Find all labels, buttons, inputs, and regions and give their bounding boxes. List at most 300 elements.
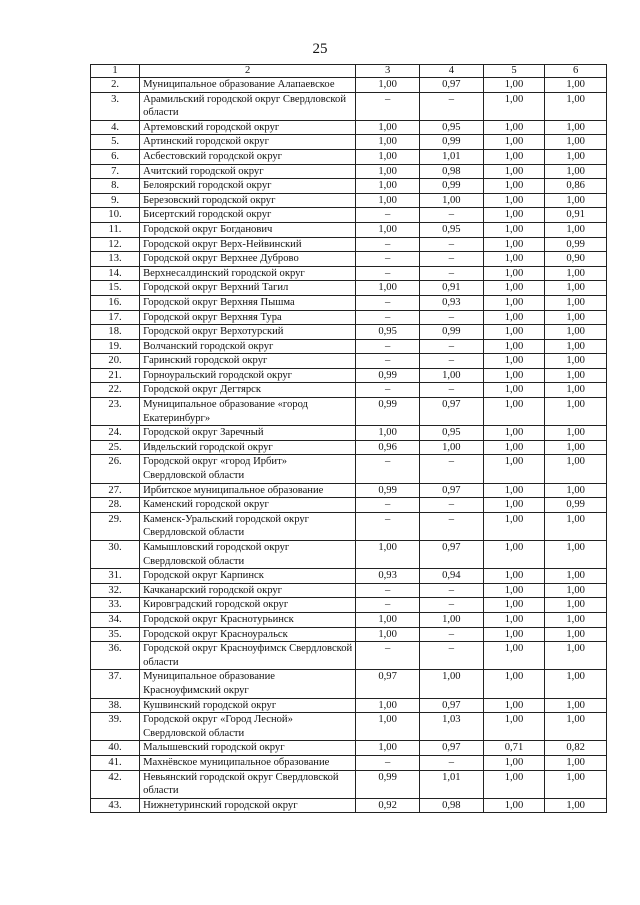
municipality-name-cell: Городской округ Верх-Нейвинский [140,237,356,252]
value-cell-col6: 1,00 [545,120,607,135]
value-cell-col4: 0,99 [419,179,483,194]
value-cell-col6: 1,00 [545,339,607,354]
municipality-name-cell: Кировградский городской округ [140,598,356,613]
value-cell-col4: 1,01 [419,770,483,798]
value-cell-col6: 1,00 [545,310,607,325]
value-cell-col4: 0,97 [419,541,483,569]
table-row [91,498,607,513]
value-cell-col6: 1,00 [545,398,607,426]
table-row [91,755,607,770]
value-cell-col6: 1,00 [545,325,607,340]
municipality-name-cell: Каменск-Уральский городской округ Свердловской области [140,512,356,540]
value-cell-col5: 1,00 [483,149,545,164]
value-cell-col3: – [356,339,420,354]
value-cell-col6: 1,00 [545,598,607,613]
value-cell-col4: – [419,310,483,325]
table-row [91,569,607,584]
table-row [91,252,607,267]
table-row [91,770,607,798]
value-cell-col4: – [419,237,483,252]
value-cell-col4: 0,93 [419,295,483,310]
value-cell-col4: 1,01 [419,149,483,164]
value-cell-col6: 1,00 [545,383,607,398]
value-cell-col6: 1,00 [545,642,607,670]
value-cell-col6: 1,00 [545,266,607,281]
municipality-name-cell: Гаринский городской округ [140,354,356,369]
value-cell-col3: 0,99 [356,398,420,426]
value-cell-col6: 1,00 [545,426,607,441]
value-cell-col5: 1,00 [483,498,545,513]
table-row [91,440,607,455]
value-cell-col5: 1,00 [483,512,545,540]
value-cell-col3: 1,00 [356,741,420,756]
table-row [91,78,607,93]
value-cell-col4: 0,98 [419,798,483,813]
value-cell-col4: – [419,755,483,770]
value-cell-col6: 0,91 [545,208,607,223]
value-cell-col5: 1,00 [483,237,545,252]
value-cell-col3: – [356,208,420,223]
municipality-name-cell: Качканарский городской округ [140,583,356,598]
value-cell-col6: 1,00 [545,455,607,483]
municipality-name-cell: Муниципальное образование Красноуфимский округ [140,670,356,698]
municipality-name-cell: Городской округ Карпинск [140,569,356,584]
value-cell-col5: 1,00 [483,368,545,383]
table-row [91,164,607,179]
value-cell-col6: 0,82 [545,741,607,756]
value-cell-col4: 0,99 [419,325,483,340]
value-cell-col3: – [356,354,420,369]
row-number-cell: 29. [91,512,140,540]
municipality-name-cell: Камышловский городской округ Свердловской области [140,541,356,569]
row-number-cell: 5. [91,135,140,150]
table-row [91,598,607,613]
row-number-cell: 33. [91,598,140,613]
table-row [91,741,607,756]
table-row [91,670,607,698]
row-number-cell: 12. [91,237,140,252]
row-number-cell: 17. [91,310,140,325]
value-cell-col3: – [356,498,420,513]
value-cell-col5: 1,00 [483,339,545,354]
row-number-cell: 11. [91,222,140,237]
value-cell-col4: – [419,498,483,513]
value-cell-col4: – [419,512,483,540]
table-row [91,698,607,713]
table-row [91,354,607,369]
municipality-name-cell: Городской округ Красноуфимск Свердловской области [140,642,356,670]
value-cell-col6: 1,00 [545,569,607,584]
row-number-cell: 14. [91,266,140,281]
table-row [91,310,607,325]
value-cell-col5: 1,00 [483,179,545,194]
value-cell-col4: 0,97 [419,698,483,713]
value-cell-col6: 1,00 [545,670,607,698]
value-cell-col4: 1,00 [419,670,483,698]
municipality-name-cell: Горноуральский городской округ [140,368,356,383]
value-cell-col5: 1,00 [483,354,545,369]
row-number-cell: 24. [91,426,140,441]
value-cell-col5: 1,00 [483,78,545,93]
value-cell-col3: 1,00 [356,612,420,627]
value-cell-col5: 1,00 [483,383,545,398]
municipality-name-cell: Артинский городской округ [140,135,356,150]
value-cell-col6: 1,00 [545,222,607,237]
value-cell-col4: – [419,642,483,670]
row-number-cell: 37. [91,670,140,698]
value-cell-col4: – [419,252,483,267]
table-header-row [91,65,607,78]
table-row [91,339,607,354]
municipality-name-cell: Городской округ Заречный [140,426,356,441]
value-cell-col4: 1,00 [419,440,483,455]
municipality-name-cell: Городской округ Верхний Тагил [140,281,356,296]
value-cell-col3: – [356,237,420,252]
value-cell-col5: 1,00 [483,440,545,455]
value-cell-col5: 1,00 [483,455,545,483]
row-number-cell: 22. [91,383,140,398]
value-cell-col4: – [419,339,483,354]
row-number-cell: 32. [91,583,140,598]
municipality-name-cell: Артемовский городской округ [140,120,356,135]
value-cell-col6: 1,00 [545,78,607,93]
row-number-cell: 28. [91,498,140,513]
value-cell-col6: 1,00 [545,281,607,296]
row-number-cell: 26. [91,455,140,483]
table-body [91,78,607,813]
value-cell-col6: 1,00 [545,354,607,369]
table-row [91,612,607,627]
row-number-cell: 9. [91,193,140,208]
value-cell-col4: 1,00 [419,193,483,208]
value-cell-col4: – [419,383,483,398]
value-cell-col6: 0,99 [545,237,607,252]
table-row [91,325,607,340]
value-cell-col4: 0,91 [419,281,483,296]
municipality-name-cell: Березовский городской округ [140,193,356,208]
value-cell-col4: – [419,266,483,281]
table-row [91,281,607,296]
value-cell-col5: 1,00 [483,583,545,598]
value-cell-col3: 1,00 [356,120,420,135]
table-row [91,295,607,310]
value-cell-col4: 1,03 [419,713,483,741]
row-number-cell: 23. [91,398,140,426]
municipality-name-cell: Городской округ Дегтярск [140,383,356,398]
value-cell-col3: 0,99 [356,770,420,798]
municipality-name-cell: Ачитский городской округ [140,164,356,179]
table-row [91,483,607,498]
value-cell-col3: 1,00 [356,135,420,150]
value-cell-col6: 1,00 [545,698,607,713]
row-number-cell: 35. [91,627,140,642]
table-row [91,92,607,120]
value-cell-col3: – [356,252,420,267]
table-row [91,368,607,383]
municipality-name-cell: Городской округ «город Ирбит» Свердловской области [140,455,356,483]
value-cell-col3: – [356,92,420,120]
value-cell-col5: 1,00 [483,569,545,584]
value-cell-col6: 1,00 [545,149,607,164]
value-cell-col4: – [419,627,483,642]
value-cell-col5: 1,00 [483,164,545,179]
value-cell-col3: 0,97 [356,670,420,698]
row-number-cell: 34. [91,612,140,627]
table-row [91,237,607,252]
table-row [91,541,607,569]
table-row [91,193,607,208]
table-row [91,120,607,135]
value-cell-col6: 1,00 [545,483,607,498]
municipality-name-cell: Бисертский городской округ [140,208,356,223]
value-cell-col5: 1,00 [483,295,545,310]
table-row [91,512,607,540]
municipality-name-cell: Ирбитское муниципальное образование [140,483,356,498]
value-cell-col4: 1,00 [419,368,483,383]
municipality-name-cell: Арамильский городской округ Свердловской области [140,92,356,120]
value-cell-col6: 1,00 [545,770,607,798]
row-number-cell: 4. [91,120,140,135]
value-cell-col6: 0,90 [545,252,607,267]
value-cell-col6: 1,00 [545,713,607,741]
value-cell-col5: 1,00 [483,627,545,642]
value-cell-col5: 1,00 [483,266,545,281]
value-cell-col3: 1,00 [356,149,420,164]
municipality-name-cell: Городской округ Красноуральск [140,627,356,642]
value-cell-col5: 1,00 [483,642,545,670]
value-cell-col6: 1,00 [545,92,607,120]
value-cell-col6: 1,00 [545,193,607,208]
municipality-name-cell: Верхнесалдинский городской округ [140,266,356,281]
table-row [91,583,607,598]
row-number-cell: 3. [91,92,140,120]
value-cell-col5: 1,00 [483,770,545,798]
municipality-name-cell: Городской округ «Город Лесной» Свердловской области [140,713,356,741]
value-cell-col6: 0,99 [545,498,607,513]
value-cell-col5: 1,00 [483,398,545,426]
value-cell-col6: 1,00 [545,164,607,179]
value-cell-col4: – [419,583,483,598]
value-cell-col3: 1,00 [356,179,420,194]
table-row [91,398,607,426]
value-cell-col4: 0,97 [419,78,483,93]
row-number-cell: 7. [91,164,140,179]
value-cell-col5: 1,00 [483,208,545,223]
value-cell-col4: 0,95 [419,222,483,237]
value-cell-col5: 1,00 [483,541,545,569]
municipality-name-cell: Малышевский городской округ [140,741,356,756]
value-cell-col3: 0,92 [356,798,420,813]
value-cell-col3: 1,00 [356,698,420,713]
column-header: 2 [140,65,356,78]
value-cell-col6: 1,00 [545,612,607,627]
row-number-cell: 25. [91,440,140,455]
row-number-cell: 15. [91,281,140,296]
value-cell-col4: 0,99 [419,135,483,150]
row-number-cell: 42. [91,770,140,798]
value-cell-col5: 1,00 [483,135,545,150]
row-number-cell: 10. [91,208,140,223]
row-number-cell: 6. [91,149,140,164]
row-number-cell: 21. [91,368,140,383]
municipality-name-cell: Муниципальное образование «город Екатеринбург» [140,398,356,426]
row-number-cell: 19. [91,339,140,354]
value-cell-col6: 1,00 [545,135,607,150]
value-cell-col5: 1,00 [483,612,545,627]
municipality-name-cell: Белоярский городской округ [140,179,356,194]
value-cell-col3: 1,00 [356,627,420,642]
value-cell-col3: 1,00 [356,164,420,179]
row-number-cell: 27. [91,483,140,498]
table-row [91,266,607,281]
value-cell-col5: 1,00 [483,798,545,813]
value-cell-col5: 1,00 [483,310,545,325]
value-cell-col3: 0,96 [356,440,420,455]
column-header: 3 [356,65,420,78]
municipality-name-cell: Асбестовский городской округ [140,149,356,164]
value-cell-col3: – [356,512,420,540]
table-row [91,426,607,441]
value-cell-col6: 0,86 [545,179,607,194]
table-row [91,222,607,237]
row-number-cell: 2. [91,78,140,93]
value-cell-col3: – [356,642,420,670]
value-cell-col3: 1,00 [356,222,420,237]
value-cell-col4: 0,97 [419,483,483,498]
value-cell-col4: 0,98 [419,164,483,179]
value-cell-col5: 1,00 [483,325,545,340]
value-cell-col5: 0,71 [483,741,545,756]
value-cell-col3: – [356,755,420,770]
value-cell-col4: 0,94 [419,569,483,584]
row-number-cell: 13. [91,252,140,267]
row-number-cell: 43. [91,798,140,813]
municipality-name-cell: Ивдельский городской округ [140,440,356,455]
value-cell-col3: 1,00 [356,426,420,441]
value-cell-col4: 0,97 [419,741,483,756]
value-cell-col5: 1,00 [483,193,545,208]
value-cell-col6: 1,00 [545,583,607,598]
value-cell-col6: 1,00 [545,368,607,383]
value-cell-col3: – [356,266,420,281]
table-row [91,179,607,194]
value-cell-col3: 0,99 [356,483,420,498]
municipality-name-cell: Городской округ Краснотурьинск [140,612,356,627]
row-number-cell: 41. [91,755,140,770]
value-cell-col4: – [419,598,483,613]
row-number-cell: 38. [91,698,140,713]
municipality-name-cell: Невьянский городской округ Свердловской области [140,770,356,798]
page-number: 25 [312,41,328,57]
value-cell-col5: 1,00 [483,426,545,441]
municipality-name-cell: Городской округ Верхняя Тура [140,310,356,325]
value-cell-col5: 1,00 [483,222,545,237]
column-header: 1 [91,65,140,78]
value-cell-col3: 0,99 [356,368,420,383]
municipality-name-cell: Кушвинский городской округ [140,698,356,713]
municipality-name-cell: Каменский городской округ [140,498,356,513]
value-cell-col5: 1,00 [483,713,545,741]
value-cell-col5: 1,00 [483,92,545,120]
municipality-name-cell: Городской округ Богданович [140,222,356,237]
data-table [90,64,607,813]
value-cell-col3: – [356,310,420,325]
municipality-name-cell: Городской округ Верхняя Пышма [140,295,356,310]
value-cell-col5: 1,00 [483,698,545,713]
table-row [91,642,607,670]
value-cell-col4: – [419,208,483,223]
value-cell-col3: – [356,295,420,310]
value-cell-col5: 1,00 [483,670,545,698]
table-row [91,135,607,150]
value-cell-col4: – [419,455,483,483]
column-header: 6 [545,65,607,78]
table-row [91,713,607,741]
value-cell-col4: 0,97 [419,398,483,426]
value-cell-col4: 1,00 [419,612,483,627]
value-cell-col4: – [419,92,483,120]
row-number-cell: 30. [91,541,140,569]
value-cell-col3: 1,00 [356,193,420,208]
value-cell-col3: 0,95 [356,325,420,340]
row-number-cell: 39. [91,713,140,741]
value-cell-col5: 1,00 [483,598,545,613]
table-row [91,627,607,642]
table-row [91,383,607,398]
value-cell-col3: – [356,583,420,598]
column-header: 4 [419,65,483,78]
value-cell-col3: – [356,383,420,398]
row-number-cell: 16. [91,295,140,310]
value-cell-col3: 0,93 [356,569,420,584]
value-cell-col5: 1,00 [483,120,545,135]
value-cell-col5: 1,00 [483,252,545,267]
municipality-name-cell: Городской округ Верхотурский [140,325,356,340]
value-cell-col5: 1,00 [483,281,545,296]
municipality-name-cell: Волчанский городской округ [140,339,356,354]
value-cell-col3: 1,00 [356,713,420,741]
row-number-cell: 31. [91,569,140,584]
table-row [91,798,607,813]
value-cell-col4: – [419,354,483,369]
value-cell-col6: 1,00 [545,755,607,770]
table-row [91,149,607,164]
column-header: 5 [483,65,545,78]
value-cell-col3: 1,00 [356,541,420,569]
value-cell-col6: 1,00 [545,541,607,569]
value-cell-col3: 1,00 [356,78,420,93]
row-number-cell: 40. [91,741,140,756]
row-number-cell: 36. [91,642,140,670]
row-number-cell: 20. [91,354,140,369]
value-cell-col3: – [356,598,420,613]
value-cell-col4: 0,95 [419,426,483,441]
value-cell-col6: 1,00 [545,512,607,540]
value-cell-col5: 1,00 [483,755,545,770]
table-row [91,208,607,223]
row-number-cell: 18. [91,325,140,340]
value-cell-col3: – [356,455,420,483]
value-cell-col6: 1,00 [545,627,607,642]
value-cell-col5: 1,00 [483,483,545,498]
value-cell-col4: 0,95 [419,120,483,135]
value-cell-col6: 1,00 [545,440,607,455]
value-cell-col3: 1,00 [356,281,420,296]
municipality-name-cell: Городской округ Верхнее Дуброво [140,252,356,267]
municipality-name-cell: Нижнетуринский городской округ [140,798,356,813]
table-row [91,455,607,483]
municipality-name-cell: Махнёвское муниципальное образование [140,755,356,770]
